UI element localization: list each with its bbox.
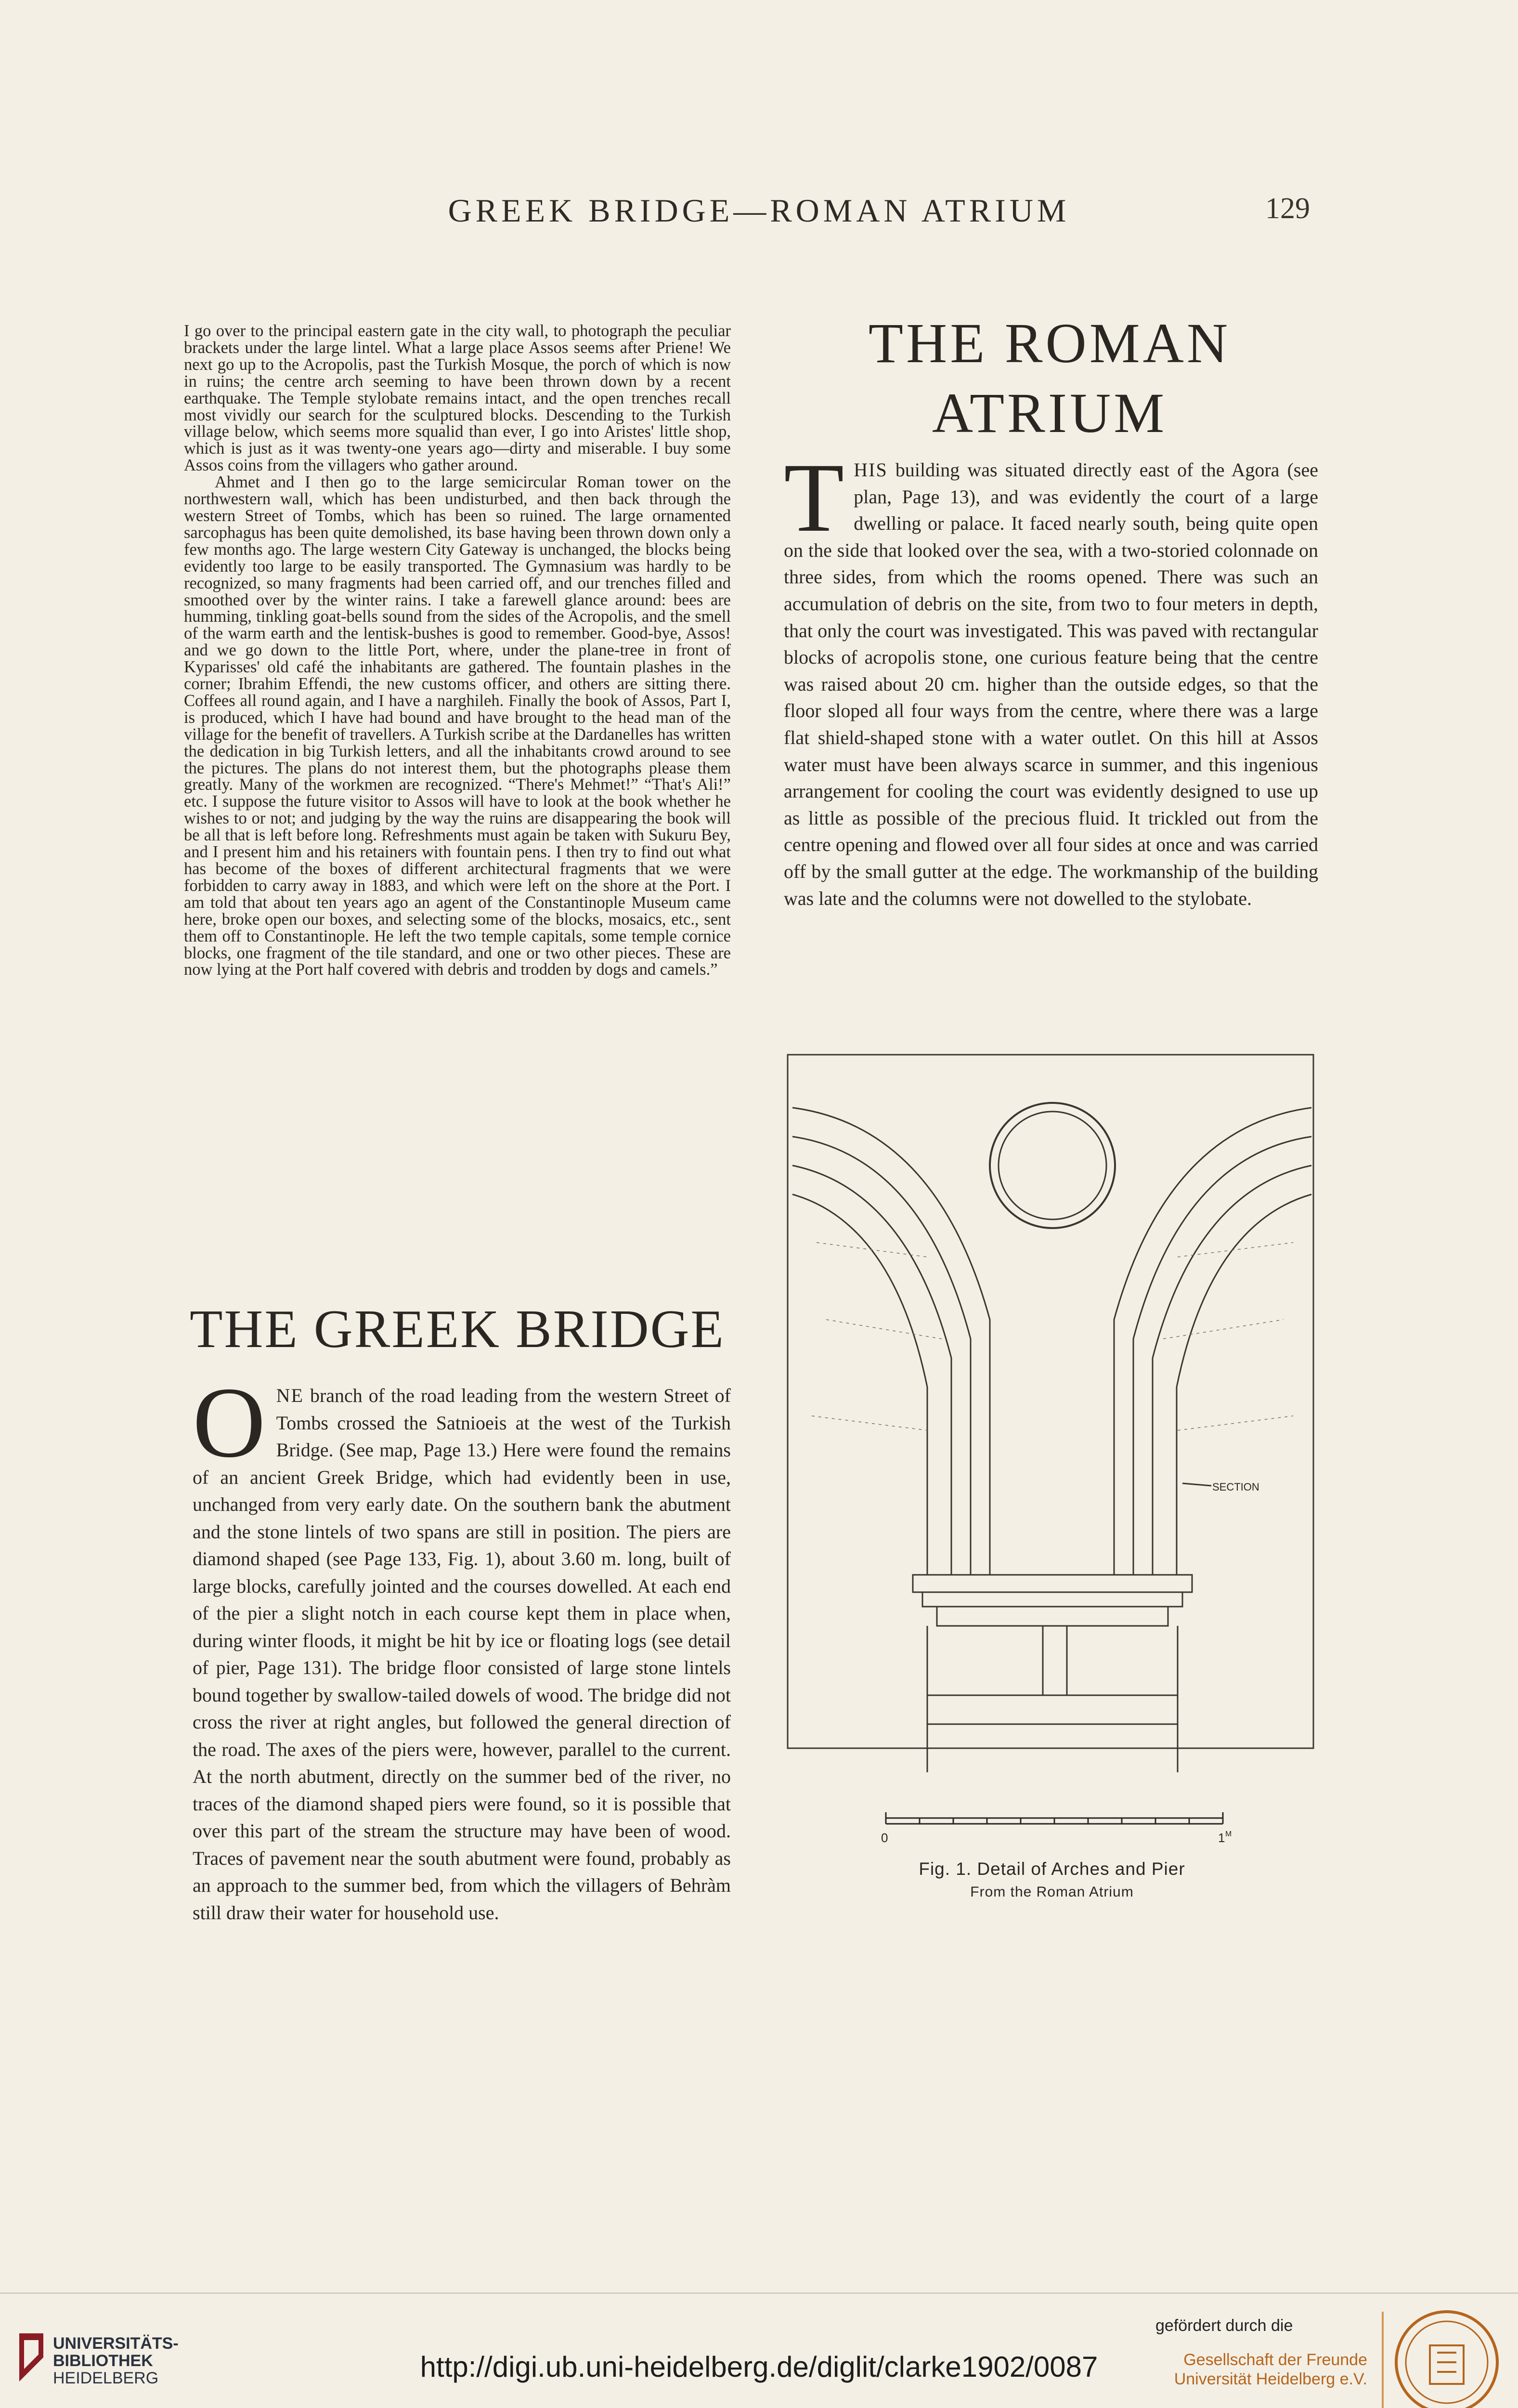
heading-line: ATRIUM (932, 381, 1168, 445)
body-text: branch of the road leading from the western Street of Tombs crossed the Satnioeis at the west of the Turkish Bridge. (See map, Page 13.) Here were found the remains of an ancient Greek Bridge, which had evidently been in use, unchanged from very early date. On the southern bank the abutment and the stone lintels of two spans are still in position. The piers are diamond shaped (see Page 133, Fig. 1), about 3.60 m. long, built of large blocks, carefully jointed and the courses dowelled. At each end of the pier a slight notch in each course kept them in place when, during winter floods, it might be hit by ice or floating logs (see detail of pier, Page 131). The bridge floor consisted of large stone lintels bound together by swallow-tailed dowels of wood. The bridge did not cross the river at right angles, but followed the general direction of the road. The axes of the piers were, however, parallel to the current. At the north abutment, directly on the summer bed of the river, no traces of the diamond shaped piers were found, so it is possible that over this part of the stream the structure may have been of wood. Traces of pavement near the south abutment were found, probably as an approach to the summer bed, from which the villagers of Behràm still draw their water for household use. (193, 1385, 731, 1924)
arch-pier-drawing (783, 1050, 1321, 1782)
paragraph: Ahmet and I then go to the large semicircular Roman tower on the northwestern wall, which has been undisturbed, and then back through the western Street of Tombs, which has been so ruined. The large ornamented sarcophagus has been quite demolished, its base having been thrown down only a few months ago. The large western City Gateway is unchanged, the blocks being evidently too large to be easily transported. The Gymnasium was hardly to be recognized, so many fragments had been carried off, and our trenches filled and smoothed over by the winter rains. I take a farewell glance around: bees are humming, tinkling goat-bells sound from the sides of the Acropolis, and the smell of the warm earth and the lentisk-bushes is good to remember. Good-bye, Assos! and we go down to the little Port, where, under the plane-tree in front of Kyparisses' old café the inhabitants are gathered. The fountain plashes in the corner; Ibrahim Effendi, the new customs officer, and others are sitting there. Coffees all round again, and I have a narghileh. Finally the book of Assos, Part I, is produced, which I have had bound and have brought to the head man of the village for the benefit of travellers. A Turkish scribe at the Dardanelles has written the dedication in big Turkish letters, and all the inhabitants crowd around to see the pictures. The plans do not interest them, but the photographs please them greatly. Many of the workmen are recognized. “There's Mehmet!” “That's Ali!” etc. I suppose the future visitor to Assos will have to look at the book whether he wishes to or not; and judging by the way the ruins are disappearing the book will be all that is left before long. Refreshments must again be taken with Sukuru Bey, and I present him and his retainers with fountain pens. I then try to find out what has become of the boxes of different architectural fragments that we were forbidden to carry away in 1883, and which were left on the shore at the Port. I am told that about ten years ago an agent of the Constantinople Museum came here, broke open our boxes, and selecting some of the blocks, mosaics, etc., sent them off to Constantinople. He left the two temple capitals, some temple cornice blocks, one fragment of the tile standard, and one or two other pieces. These are now lying at the Port half covered with debris and trodden by dogs and camels.” (184, 473, 731, 979)
pier-cap-mid (922, 1592, 1182, 1607)
left-arch-inner (792, 1137, 971, 1575)
paragraph (784, 443, 1318, 912)
scale-unit: M (1225, 1830, 1232, 1838)
left-arch-outer (792, 1108, 990, 1575)
society-name (1155, 2350, 1367, 2389)
right-arch-outer (1114, 1108, 1311, 1575)
figure-frame (788, 1055, 1313, 1748)
greek-bridge-heading: THE GREEK BRIDGE (190, 1299, 725, 1359)
funded-by-text: gefördert durch die (1155, 2316, 1293, 2335)
library-line: UNIVERSITÄTS- (53, 2334, 179, 2353)
paragraph: I go over to the principal eastern gate in the city wall, to photograph the peculiar brackets under the large lintel. What a large place Assos seems after Priene! We next go up to the Acropolis, past the Turkish Mosque, the porch of which is now in ruins; the centre arch seeming to have been thrown down by a recent earthquake. The Temple stylobate remains intact, and the open trenches recall most vividly our search for the sculptured blocks. Descending to the Turkish village below, which seems more squalid than ever, I go into Aristes' little shop, which is just as it was twenty-one years ago—dirty and miserable. I buy some Assos coins from the villagers who gather around. (184, 322, 731, 475)
footer-divider (1382, 2312, 1384, 2408)
pier-joint (1043, 1626, 1067, 1695)
masonry-joints (812, 1243, 1293, 1430)
page-number: 129 (1265, 192, 1310, 225)
lead-caps: HIS (854, 459, 888, 481)
permalink-url[interactable]: http://digi.ub.uni-heidelberg.de/diglit/clarke1902/0087 (420, 2351, 1098, 2383)
university-seal-icon (1391, 2307, 1502, 2408)
pier-courses (927, 1695, 1178, 1724)
roundel-outer (990, 1103, 1115, 1228)
scale-bar (881, 1804, 1233, 1852)
pier-cap-lower (937, 1607, 1168, 1626)
caption-subline: From the Roman Atrium (970, 1884, 1134, 1900)
pier-sides (927, 1626, 1178, 1772)
library-line: HEIDELBERG (53, 2369, 159, 2387)
section-leader (1182, 1483, 1211, 1486)
body-text: building was situated directly east of the Agora (see plan, Page 13), and was evidently the court of a large dwelling or palace. It faced nearly south, being quite open on the side that looked over the sea, with a two-storied colonnade on three sides, from which the rooms opened. There was such an accumulation of debris on the site, from two to four meters in depth, that only the court was investigated. This was paved with rectangular blocks of acropolis stone, one curious feature being that the centre was raised about 20 cm. higher than the outside edges, so that the floor sloped all four ways from the centre, where there was a large flat shield-shaped stone with a water outlet. On this hill at Assos water must have been always scarce in summer, and this ingenious arrangement for cooling the court was evidently designed to use up as little as possible of the precious fluid. It trickled out from the centre opening and flowed over all four sides at once and was carried off by the small gutter at the edge. The workmanship of the building was late and the columns were not dowelled to the stylobate. (784, 459, 1318, 909)
section-label: SECTION (1212, 1481, 1259, 1493)
heading-line: THE ROMAN (868, 312, 1231, 375)
left-arch-line (792, 1194, 927, 1575)
paragraph (193, 1367, 731, 1926)
right-arch-inner (1133, 1137, 1311, 1575)
scale-one: 1 (1218, 1831, 1225, 1845)
pier-cap-top (913, 1575, 1192, 1592)
lead-caps: NE (276, 1385, 304, 1406)
greek-bridge-text (193, 1367, 731, 1926)
society-line: Universität Heidelberg e.V. (1174, 2370, 1367, 2388)
society-line: Gesellschaft der Freunde (1183, 2351, 1367, 2369)
roman-atrium-text (784, 443, 1318, 912)
drop-cap: T (784, 443, 844, 552)
roundel-inner (999, 1112, 1106, 1219)
right-arch-line (1177, 1194, 1311, 1575)
running-title: GREEK BRIDGE—ROMAN ATRIUM (448, 192, 1070, 229)
left-column-text (184, 323, 731, 978)
figure-caption (783, 1859, 1321, 1900)
drop-cap: O (193, 1367, 266, 1479)
caption-line: Fig. 1. Detail of Arches and Pier (919, 1859, 1185, 1879)
scale-zero: 0 (881, 1831, 888, 1845)
roman-atrium-heading (776, 308, 1323, 448)
library-line: BIBLIOTHEK (53, 2352, 153, 2370)
